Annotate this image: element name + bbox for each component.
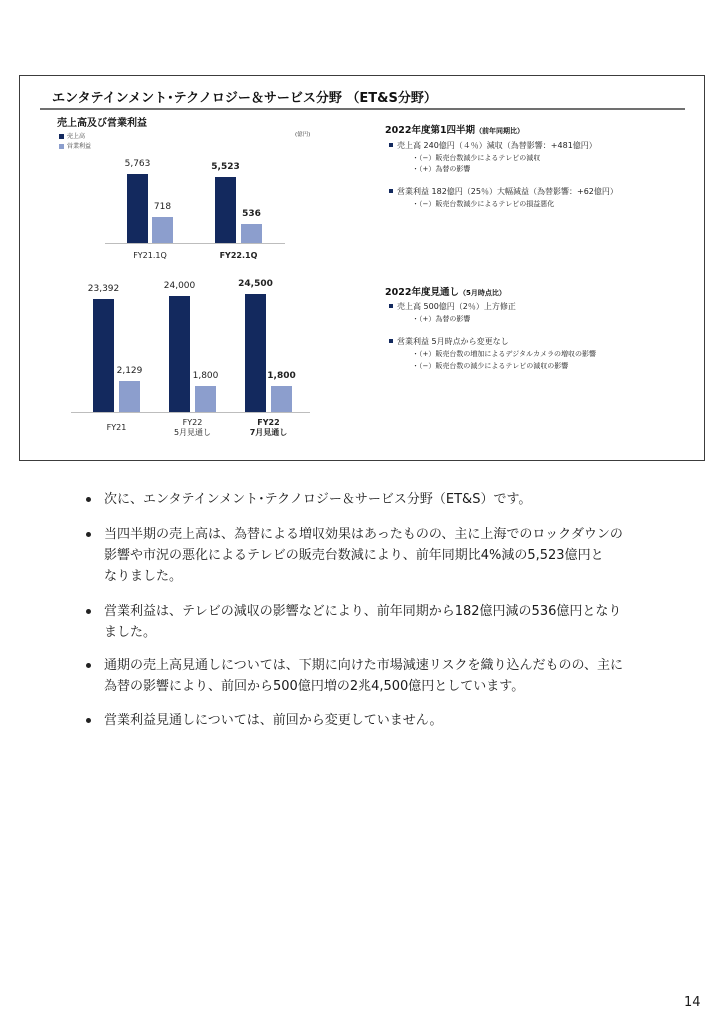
category-label: FY21: [106, 423, 127, 432]
slide-title: エンタテインメント･テクノロジー＆サービス分野 （ET&S分野）: [52, 91, 437, 106]
bullet-dot: [86, 609, 91, 614]
data-label-sales: 24,500: [238, 278, 273, 289]
forecast-item-sales-sub: ・（+）為替の影響: [412, 315, 471, 323]
note-text: [104, 524, 623, 587]
forecast-heading-note: （5月時点比）: [458, 289, 506, 297]
note-item: [84, 524, 684, 594]
quarter-item-sales-sub: ・（−）販売台数減少によるテレビの減収: [412, 154, 541, 162]
data-label-operating-income: 536: [242, 208, 261, 219]
note-line: 為替の影響により、前回から500億円増の2兆4,500億円としています。: [104, 679, 525, 694]
note-text: [104, 601, 621, 643]
forecast-item-sales: [389, 301, 516, 313]
quarter-item-sales: [389, 140, 597, 152]
forecast-summary-heading: [385, 287, 506, 299]
data-label-operating-income: 718: [153, 202, 172, 213]
note-item: [84, 710, 684, 780]
quarter-item-sales-sub: ・（+）為替の影響: [412, 165, 471, 173]
forecast-heading-text: 2022年度見通し: [385, 287, 459, 298]
note-text: [104, 710, 443, 731]
note-line: 営業利益見通しについては、前回から変更していません。: [104, 713, 443, 728]
forecast-item-operating-income-text: 営業利益 5月時点から変更なし: [397, 337, 509, 346]
note-line: 当四半期の売上高は、為替による増収効果はあったものの、主に上海でのロックダウンの: [104, 527, 623, 542]
page-number: 14: [684, 995, 701, 1010]
category-label: FY22 7月見通し: [249, 418, 288, 437]
forecast-item-operating-income-sub: ・（+）販売台数の増加によるデジタルカメラの増収の影響: [412, 350, 596, 358]
note-line: なりました。: [104, 569, 183, 584]
quarter-item-operating-income-sub: ・（−）販売台数減少によるテレビの損益悪化: [412, 200, 555, 208]
quarter-heading-text: 2022年度第1四半期: [385, 125, 476, 136]
legend-label-operating-income: 営業利益: [67, 143, 92, 150]
forecast-item-sales-text: 売上高 500億円（2％）上方修正: [397, 302, 516, 311]
data-label-sales: 23,392: [87, 283, 120, 294]
note-line: 次に、エンタテインメント･テクノロジー＆サービス分野（ET&S）です。: [104, 492, 532, 507]
data-label-sales: 5,523: [211, 161, 240, 172]
note-line: 影響や市況の悪化によるテレビの販売台数減により、前年同期比4%減の5,523億円と: [104, 548, 604, 563]
bullet-dot: [86, 497, 91, 502]
note-line: ました。: [104, 625, 157, 640]
chart-unit: (億円): [295, 132, 311, 138]
quarter-summary-heading: [385, 125, 524, 137]
slide-frame: [19, 75, 705, 461]
bullet-dot: [86, 532, 91, 537]
data-label-operating-income: 1,800: [192, 370, 219, 381]
bullet-square-icon: [389, 304, 393, 308]
category-label: FY22.1Q: [219, 251, 258, 260]
quarter-item-operating-income-text: 営業利益 182億円（25％）大幅減益（為替影響：+62億円）: [397, 187, 618, 196]
legend-swatch-sales: [59, 134, 64, 139]
bullet-dot: [86, 663, 91, 668]
category-label: FY21.1Q: [133, 251, 167, 260]
bullet-dot: [86, 718, 91, 723]
category-label: FY22 5月見通し: [173, 418, 212, 437]
legend-label-sales: 売上高: [67, 133, 86, 140]
quarter-heading-note: （前年同期比）: [475, 127, 525, 135]
bullet-square-icon: [389, 339, 393, 343]
forecast-item-operating-income-sub: ・（−）販売台数の減少によるテレビの減収の影響: [412, 362, 569, 370]
note-line: 通期の売上高見通しについては、下期に向けた市場減速リスクを織り込んだものの、主に: [104, 658, 623, 673]
forecast-item-operating-income: [389, 336, 509, 348]
note-line: 営業利益は、テレビの減収の影響などにより、前年同期から182億円減の536億円となり: [104, 604, 622, 619]
quarter-item-operating-income: [389, 186, 618, 198]
bullet-square-icon: [389, 143, 393, 147]
data-label-sales: 5,763: [124, 158, 151, 169]
chart-title: 売上高及び営業利益: [57, 118, 147, 129]
quarter-item-sales-text: 売上高 240億円（４％）減収（為替影響：+481億円）: [397, 141, 597, 150]
data-label-operating-income: 2,129: [116, 366, 143, 377]
data-label-operating-income: 1,800: [267, 370, 296, 381]
legend-swatch-operating-income: [59, 144, 64, 149]
bullet-square-icon: [389, 189, 393, 193]
title-divider: [40, 108, 685, 110]
note-text: [104, 489, 531, 510]
data-label-sales: 24,000: [163, 281, 196, 291]
note-text: [104, 655, 623, 697]
